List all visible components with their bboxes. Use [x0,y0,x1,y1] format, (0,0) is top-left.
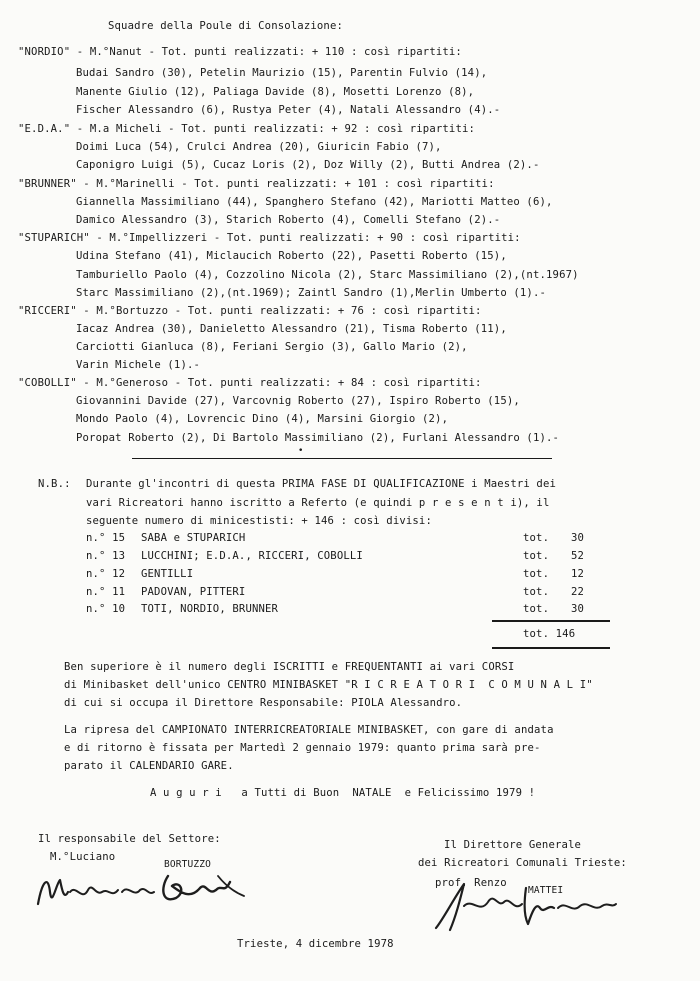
nb-row-tot-label: tot. [523,603,550,615]
nb-row-number: n.° 10 [86,603,126,615]
coach-name: M.°Nanut [89,46,143,58]
nb-line: Durante gl'incontri di questa PRIMA FASE DI QUALIFICAZIONE i Maestri dei [86,478,557,490]
team-total-label: Tot. punti realizzati: [226,232,371,244]
nb-row-tot-label: tot. [523,532,550,544]
coach-name: M.°Bortuzzo [96,305,169,317]
nb-row-number: n.° 13 [86,550,126,562]
nb-row-value: 30 [571,603,585,615]
nb-row-value: 22 [571,586,585,598]
nb-line: vari Ricreatori hanno iscritto a Referto (e quindi p r e s e n t i), il [86,497,550,509]
team-header: "NORDIO" - M.°Nanut - Tot. punti realizzati: + 110 : così ripartiti: [18,46,462,58]
total-underline [492,620,610,622]
place-and-date: Trieste, 4 dicembre 1978 [237,938,394,950]
team-name: "RICCERI" [18,305,77,317]
team-name: "STUPARICH" [18,232,90,244]
coach-name: M.a Micheli [89,123,162,135]
team-total-label: Tot. punti realizzati: [187,305,332,317]
nb-row-number: n.° 15 [86,532,126,544]
player-line: Udina Stefano (41), Miclaucich Roberto (22), Pasetti Roberto (15), [76,250,507,262]
team-tail: : così ripartiti: [364,123,476,135]
paragraph-line: Ben superiore è il numero degli ISCRITTI e FREQUENTANTI ai vari CORSI [64,661,515,673]
player-line: Giovannini Davide (27), Varcovnig Roberto (27), Ispiro Roberto (15), [76,395,520,407]
player-line: Mondo Paolo (4), Lovrencic Dino (4), Marsini Giorgio (2), [76,413,449,425]
nb-row-tot-label: tot. [523,568,550,580]
team-header: "STUPARICH" - M.°Impellizzeri - Tot. punti realizzati: + 90 : così ripartiti: [18,232,521,244]
team-tail: : così ripartiti: [350,46,462,58]
team-header: "E.D.A." - M.a Micheli - Tot. punti realizzati: + 92 : così ripartiti: [18,123,476,135]
signatory-org-right: dei Ricreatori Comunali Trieste: [418,857,627,869]
player-line: Doimi Luca (54), Crulci Andrea (20), Giuricin Fabio (7), [76,141,442,153]
separator-line [132,458,552,459]
team-total: + 110 [311,46,345,58]
team-total: + 84 [337,377,365,389]
signatory-surname-right: MATTEI [528,885,564,896]
team-tail: : così ripartiti: [370,377,482,389]
nb-row-number: n.° 11 [86,586,126,598]
nb-line: seguente numero di minicestisti: + 146 : così divisi: [86,515,432,527]
player-line: Varin Michele (1).- [76,359,201,371]
player-line: Manente Giulio (12), Paliaga Davide (8), Mosetti Lorenzo (8), [76,86,475,98]
team-name: "E.D.A." [18,123,71,135]
team-total-label: Tot. punti realizzati: [161,46,306,58]
paragraph-line: e di ritorno è fissata per Martedì 2 gennaio 1979: quanto prima sarà pre- [64,742,541,754]
team-total-label: Tot. punti realizzati: [181,123,325,135]
nb-row-value: 52 [571,550,585,562]
nb-row-names: GENTILLI [141,568,194,580]
team-total: + 90 [377,232,404,244]
nb-row-tot-label: tot. [523,586,550,598]
player-line: Damico Alessandro (3), Starich Roberto (4), Comelli Stefano (2).- [76,214,501,226]
document-title: Squadre della Poule di Consolazione: [108,20,344,32]
team-name: "BRUNNER" [18,178,77,190]
team-total: + 101 [344,178,378,190]
coach-name: M.°Marinelli [96,178,175,190]
team-total-label: Tot. punti realizzati: [194,178,338,190]
team-header: "BRUNNER" - M.°Marinelli - Tot. punti realizzati: + 101 : così ripartiti: [18,178,495,190]
total-underline [492,647,610,649]
team-tail: : così ripartiti: [370,305,482,317]
signatory-title-left: Il responsabile del Settore: [38,833,221,845]
player-line: Iacaz Andrea (30), Danieletto Alessandro (21), Tisma Roberto (11), [76,323,507,335]
team-header: "COBOLLI" - M.°Generoso - Tot. punti realizzati: + 84 : così ripartiti: [18,377,482,389]
nb-label: N.B.: [38,478,71,490]
nb-row-number: n.° 12 [86,568,126,580]
team-total-label: Tot. punti realizzati: [187,377,332,389]
nb-row-tot-label: tot. [523,550,550,562]
signatory-surname-left: BORTUZZO [164,859,211,870]
team-total: + 76 [337,305,365,317]
paragraph-line: parato il CALENDARIO GARE. [64,760,234,772]
separator-dot: • [298,446,304,456]
nb-row-names: LUCCHINI; E.D.A., RICCERI, COBOLLI [141,550,363,562]
nb-row-names: PADOVAN, PITTERI [141,586,246,598]
player-line: Starc Massimiliano (2),(nt.1969); Zaintl Sandro (1),Merlin Umberto (1).- [76,287,547,299]
player-line: Budai Sandro (30), Petelin Maurizio (15), Parentin Fulvio (14), [76,67,488,79]
nb-row-value: 12 [571,568,585,580]
signatory-name-right: prof. Renzo [435,877,507,889]
team-name: "NORDIO" [18,46,71,58]
player-line: Poropat Roberto (2), Di Bartolo Massimiliano (2), Furlani Alessandro (1).- [76,432,560,444]
player-line: Tamburiello Paolo (4), Cozzolino Nicola (2), Starc Massimiliano (2),(nt.1967) [76,269,579,281]
paragraph-line: di Minibasket dell'unico CENTRO MINIBASKET "R I C R E A T O R I C O M U N A L I" [64,679,593,691]
team-header: "RICCERI" - M.°Bortuzzo - Tot. punti realizzati: + 76 : così ripartiti: [18,305,482,317]
signatory-name-left: M.°Luciano [50,851,116,863]
player-line: Carciotti Gianluca (8), Feriani Sergio (3), Gallo Mario (2), [76,341,468,353]
handwritten-signature-right [430,878,620,938]
season-greeting: A u g u r i a Tutti di Buon NATALE e Felicissimo 1979 ! [150,787,536,799]
nb-row-value: 30 [571,532,585,544]
coach-name: M.°Impellizzeri [109,232,208,244]
team-total: + 92 [331,123,358,135]
handwritten-signature-left [30,862,250,922]
player-line: Giannella Massimiliano (44), Spanghero Stefano (42), Mariotti Matteo (6), [76,196,553,208]
paragraph-line: di cui si occupa il Direttore Responsabile: PIOLA Alessandro. [64,697,463,709]
signatory-title-right: Il Direttore Generale [444,839,582,851]
team-tail: : così ripartiti: [409,232,521,244]
player-line: Fischer Alessandro (6), Rustya Peter (4), Natali Alessandro (4).- [76,104,501,116]
player-line: Caponigro Luigi (5), Cucaz Loris (2), Doz Willy (2), Butti Andrea (2).- [76,159,540,171]
grand-total: tot. 146 [523,628,576,640]
team-name: "COBOLLI" [18,377,77,389]
team-tail: : così ripartiti: [383,178,495,190]
coach-name: M.°Generoso [96,377,169,389]
nb-row-names: TOTI, NORDIO, BRUNNER [141,603,279,615]
paragraph-line: La ripresa del CAMPIONATO INTERRICREATORIALE MINIBASKET, con gare di andata [64,724,554,736]
nb-row-names: SABA e STUPARICH [141,532,246,544]
